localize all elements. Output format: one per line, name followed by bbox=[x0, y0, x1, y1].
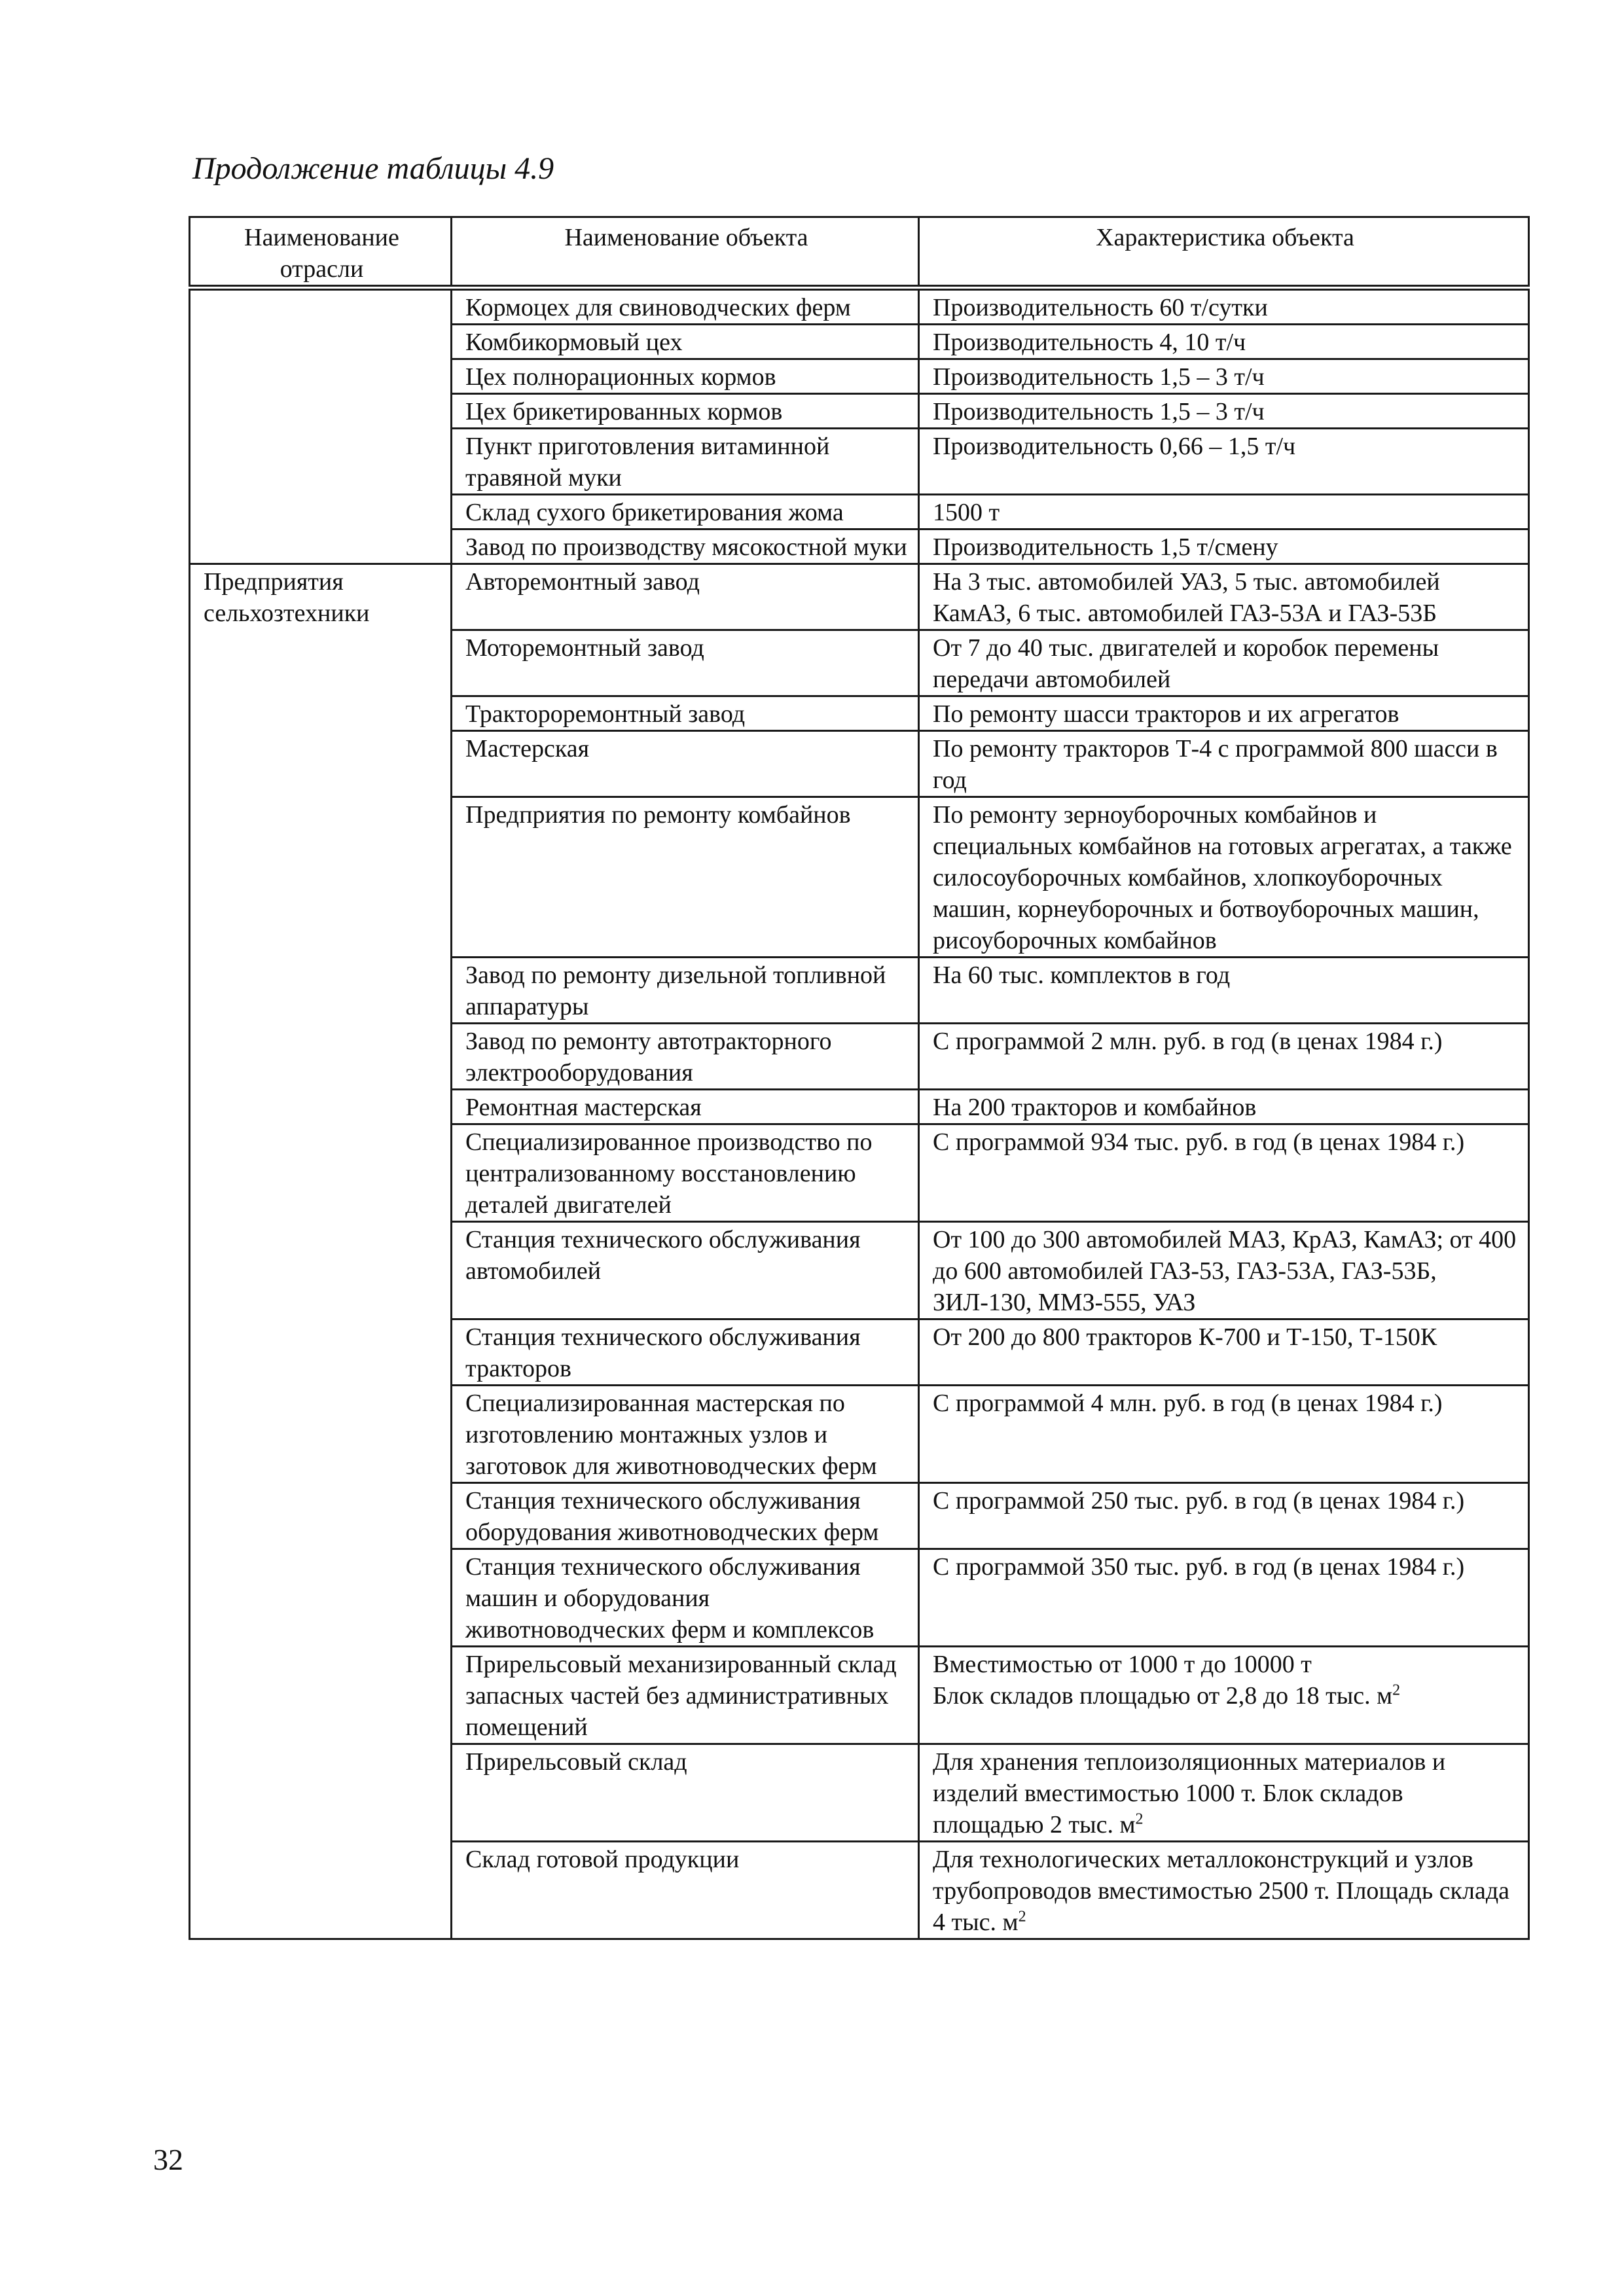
spec-cell: 1500 т bbox=[919, 495, 1529, 529]
spec-cell: Производительность 1,5 – 3 т/ч bbox=[919, 394, 1529, 429]
spec-cell: С программой 2 млн. руб. в год (в ценах 1984 г.) bbox=[919, 1024, 1529, 1090]
spec-cell: Производительность 60 т/сутки bbox=[919, 288, 1529, 325]
data-table bbox=[189, 216, 1530, 1940]
object-cell: Станция технического обслуживания машин и оборудования животноводческих ферм и комплексов bbox=[452, 1549, 919, 1647]
spec-cell: На 3 тыс. автомобилей УАЗ, 5 тыс. автомобилей КамАЗ, 6 тыс. автомобилей ГАЗ-53А и ГАЗ-53Б bbox=[919, 564, 1529, 630]
object-cell: Прирельсовый механизированный склад запасных частей без административных помещений bbox=[452, 1647, 919, 1744]
table-header bbox=[190, 217, 1529, 288]
object-cell: Предприятия по ремонту комбайнов bbox=[452, 797, 919, 958]
spec-cell: На 60 тыс. комплектов в год bbox=[919, 958, 1529, 1024]
object-cell: Станция технического обслуживания оборудования животноводческих ферм bbox=[452, 1483, 919, 1549]
object-cell: Склад сухого брикетирования жома bbox=[452, 495, 919, 529]
object-cell: Цех брикетированных кормов bbox=[452, 394, 919, 429]
spec-cell: По ремонту тракторов Т-4 с программой 800 шасси в год bbox=[919, 731, 1529, 797]
object-cell: Мастерская bbox=[452, 731, 919, 797]
spec-cell: Производительность 1,5 – 3 т/ч bbox=[919, 359, 1529, 394]
table-body bbox=[190, 288, 1529, 1939]
spec-cell: От 200 до 800 тракторов К-700 и Т-150, Т-150К bbox=[919, 1319, 1529, 1386]
table-row bbox=[190, 288, 1529, 325]
branch-cell: Предприятия сельхозтехники bbox=[190, 564, 452, 1939]
superscript: 2 bbox=[1392, 1681, 1401, 1699]
spec-text: Для хранения теплоизоляционных материалов и изделий вместимостью 1000 т. Блок складов площадью 2 тыс. м bbox=[933, 1748, 1446, 1839]
branch-cell bbox=[190, 288, 452, 564]
spec-cell: Производительность 4, 10 т/ч bbox=[919, 325, 1529, 359]
object-cell: Станция технического обслуживания автомобилей bbox=[452, 1222, 919, 1319]
spec-cell: С программой 934 тыс. руб. в год (в ценах 1984 г.) bbox=[919, 1124, 1529, 1222]
object-cell: Склад готовой продукции bbox=[452, 1842, 919, 1939]
page-number: 32 bbox=[153, 2143, 183, 2176]
superscript: 2 bbox=[1018, 1908, 1026, 1926]
object-cell: Станция технического обслуживания тракторов bbox=[452, 1319, 919, 1386]
spec-cell bbox=[919, 1744, 1529, 1842]
object-cell: Авторемонтный завод bbox=[452, 564, 919, 630]
object-cell: Пункт приготовления витаминной травяной муки bbox=[452, 429, 919, 495]
spec-cell: От 7 до 40 тыс. двигателей и коробок перемены передачи автомобилей bbox=[919, 630, 1529, 696]
spec-cell: С программой 350 тыс. руб. в год (в ценах 1984 г.) bbox=[919, 1549, 1529, 1647]
spec-text: Блок складов площадью от 2,8 до 18 тыс. м bbox=[933, 1682, 1393, 1710]
spec-cell: Производительность 1,5 т/смену bbox=[919, 529, 1529, 564]
spec-cell: По ремонту шасси тракторов и их агрегатов bbox=[919, 696, 1529, 731]
spec-cell: Производительность 0,66 – 1,5 т/ч bbox=[919, 429, 1529, 495]
header-object: Наименование объекта bbox=[452, 217, 919, 288]
object-cell: Прирельсовый склад bbox=[452, 1744, 919, 1842]
object-cell: Ремонтная мастерская bbox=[452, 1090, 919, 1124]
object-cell: Комбикормовый цех bbox=[452, 325, 919, 359]
table-caption: Продолжение таблицы 4.9 bbox=[192, 151, 554, 186]
superscript: 2 bbox=[1135, 1810, 1144, 1828]
spec-text: Для технологических металлоконструкций и узлов трубопроводов вместимостью 2500 т. Площадь склада 4 тыс. м bbox=[933, 1846, 1510, 1936]
object-cell: Цех полнорационных кормов bbox=[452, 359, 919, 394]
spec-cell: По ремонту зерноуборочных комбайнов и специальных комбайнов на готовых агрегатах, а также силосоуборочных комбайнов, хлопкоуборочных машин, корнеуборочных и ботвоуборочных машин, рисоуборочных комбайнов bbox=[919, 797, 1529, 958]
spec-cell bbox=[919, 1842, 1529, 1939]
spec-line: Вместимостью от 1000 т до 10000 т bbox=[933, 1651, 1312, 1678]
object-cell: Специализированная мастерская по изготовлению монтажных узлов и заготовок для животноводческих ферм bbox=[452, 1386, 919, 1483]
header-branch: Наименование отрасли bbox=[190, 217, 452, 288]
spec-cell: С программой 4 млн. руб. в год (в ценах 1984 г.) bbox=[919, 1386, 1529, 1483]
object-cell: Специализированное производство по централизованному восстановлению деталей двигателей bbox=[452, 1124, 919, 1222]
spec-line bbox=[933, 1680, 1517, 1712]
spec-cell: На 200 тракторов и комбайнов bbox=[919, 1090, 1529, 1124]
spec-cell: С программой 250 тыс. руб. в год (в ценах 1984 г.) bbox=[919, 1483, 1529, 1549]
object-cell: Моторемонтный завод bbox=[452, 630, 919, 696]
object-cell: Завод по ремонту автотракторного электрооборудования bbox=[452, 1024, 919, 1090]
object-cell: Завод по ремонту дизельной топливной аппаратуры bbox=[452, 958, 919, 1024]
object-cell: Завод по производству мясокостной муки bbox=[452, 529, 919, 564]
object-cell: Трактороремонтный завод bbox=[452, 696, 919, 731]
header-spec: Характеристика объекта bbox=[919, 217, 1529, 288]
object-cell: Кормоцех для свиноводческих ферм bbox=[452, 288, 919, 325]
spec-cell: От 100 до 300 автомобилей МАЗ, КрАЗ, КамАЗ; от 400 до 600 автомобилей ГАЗ-53, ГАЗ-53А, ГАЗ-53Б, ЗИЛ-130, ММЗ-555, УАЗ bbox=[919, 1222, 1529, 1319]
spec-cell bbox=[919, 1647, 1529, 1744]
table-row bbox=[190, 564, 1529, 630]
